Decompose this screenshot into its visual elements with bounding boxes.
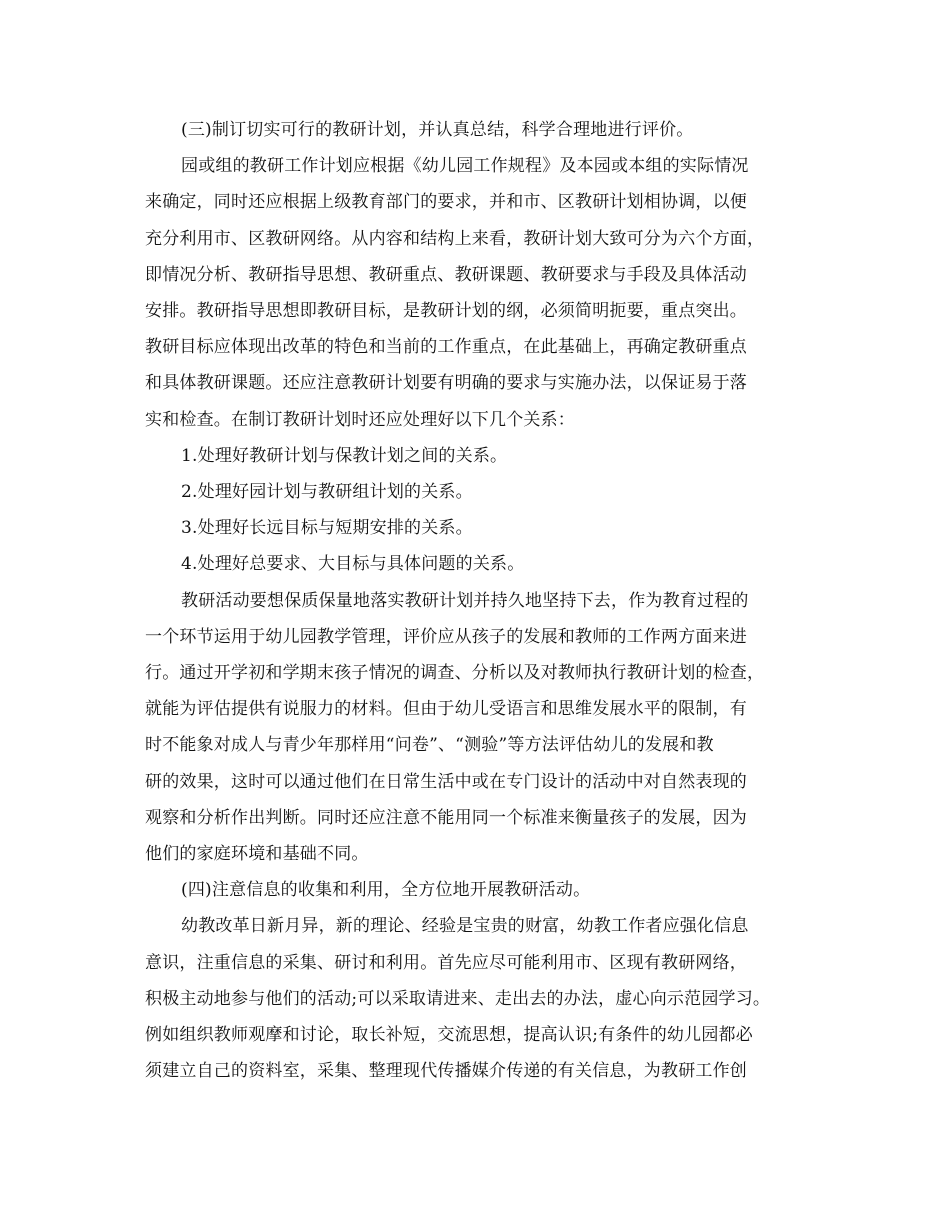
text-line: 行。通过开学初和学期末孩子情况的调查、分析以及对教师执行教研计划的检查， — [145, 663, 765, 684]
text-line: 就能为评估提供有说服力的材料。但由于幼儿受语言和思维发展水平的限制，有 — [145, 699, 747, 720]
text-line: 须建立自己的资料室，采集、整理现代传播媒介传递的有关信息，为教研工作创 — [145, 1061, 747, 1082]
text-line: 意识，注重信息的采集、研讨和利用。首先应尽可能利用市、区现有教研网络， — [145, 952, 747, 973]
text-line: 来确定，同时还应根据上级教育部门的要求，并和市、区教研计划相协调，以便 — [145, 192, 747, 213]
text-line: (三)制订切实可行的教研计划，并认真总结，科学合理地进行评价。 — [181, 120, 694, 140]
text-line: 和具体教研课题。还应注意教研计划要有明确的要求与实施办法，以保证易于落 — [145, 373, 747, 394]
text-line: 充分利用市、区教研网络。从内容和结构上来看，教研计划大致可分为六个方面， — [145, 228, 765, 249]
text-line: 观察和分析作出判断。同时还应注意不能用同一个标准来衡量孩子的发展，因为 — [145, 807, 747, 828]
text-line: 他们的家庭环境和基础不同。 — [145, 844, 369, 865]
text-line: 幼教改革日新月异，新的理论、经验是宝贵的财富，幼教工作者应强化信息 — [181, 916, 749, 937]
document-body — [145, 112, 810, 1089]
text-line: 4.处理好总要求、大目标与具体问题的关系。 — [181, 554, 525, 575]
text-line: 研的效果，这时可以通过他们在日常生活中或在专门设计的活动中对自然表现的 — [145, 771, 747, 792]
text-line: (四)注意信息的收集和利用，全方位地开展教研活动。 — [181, 880, 591, 901]
text-line: 即情况分析、教研指导思想、教研重点、教研课题、教研要求与手段及具体活动 — [145, 264, 747, 285]
text-line: 例如组织教师观摩和讨论，取长补短，交流思想，提高认识;有条件的幼儿园都必 — [145, 1025, 753, 1046]
text-line: 1.处理好教研计划与保教计划之间的关系。 — [181, 445, 508, 466]
text-line: 3.处理好长远目标与短期安排的关系。 — [181, 518, 473, 539]
text-line: 安排。教研指导思想即教研目标，是教研计划的纲，必须简明扼要，重点突出。 — [145, 301, 747, 322]
text-line: 2.处理好园计划与教研组计划的关系。 — [181, 482, 473, 503]
text-line: 积极主动地参与他们的活动;可以采取请进来、走出去的办法，虚心向示范园学习。 — [145, 988, 771, 1009]
text-line: 一个环节运用于幼儿园教学管理，评价应从孩子的发展和教师的工作两方面来进 — [145, 626, 747, 647]
text-line: 教研目标应体现出改革的特色和当前的工作重点，在此基础上，再确定教研重点 — [145, 337, 747, 358]
text-line: 园或组的教研工作计划应根据《幼儿园工作规程》及本园或本组的实际情况 — [181, 156, 749, 177]
text-line: 实和检查。在制订教研计划时还应处理好以下几个关系： — [145, 409, 575, 430]
text-line: 时不能象对成人与青少年那样用“问卷”、“测验”等方法评估幼儿的发展和教 — [145, 735, 714, 756]
text-line: 教研活动要想保质保量地落实教研计划并持久地坚持下去，作为教育过程的 — [181, 590, 749, 611]
